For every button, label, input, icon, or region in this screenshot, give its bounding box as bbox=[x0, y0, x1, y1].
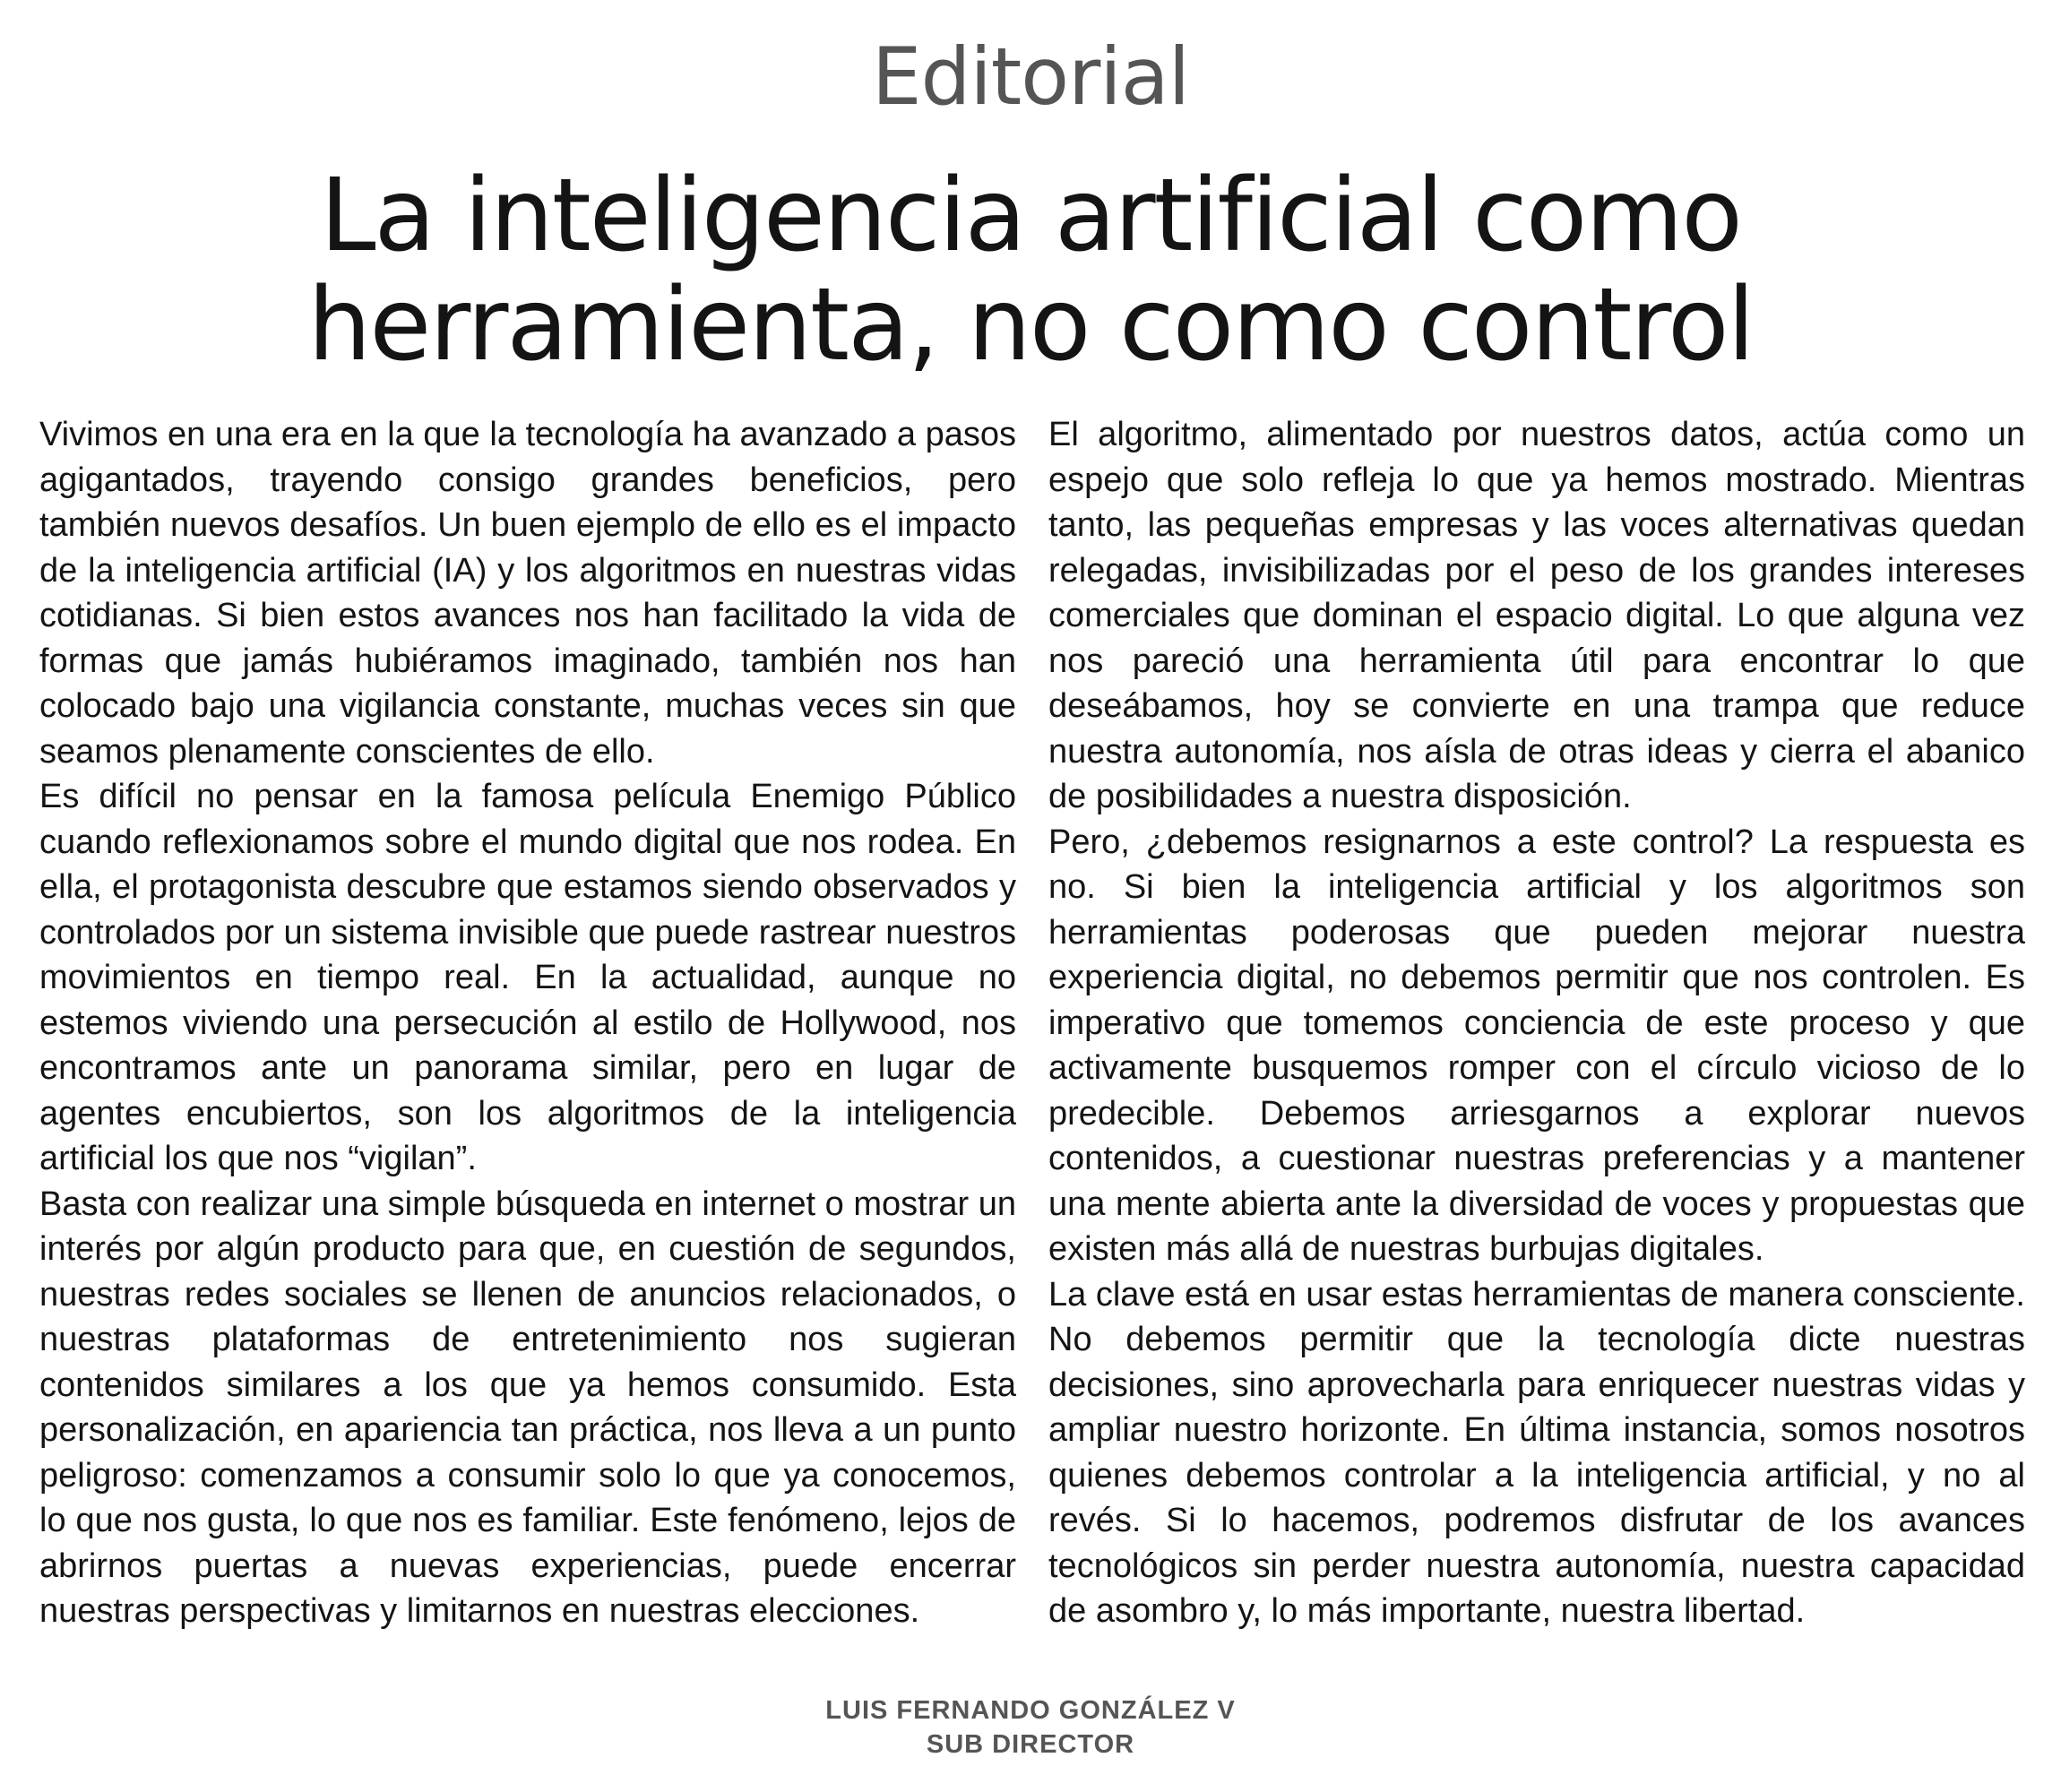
left-column bbox=[39, 412, 1016, 1634]
paragraph: Vivimos en una era en la que la tecnología ha avanzado a pasos agigantados, trayendo consigo grandes beneficios, pero también nuevos desafíos. Un buen ejemplo de ello es el impacto de la inteligencia artificial (IA) y los algoritmos en nuestras vidas cotidianas. Si bien estos avances nos han facilitado la vida de formas que jamás hubiéramos imaginado, también nos han colocado bajo una vigilancia constante, muchas veces sin que seamos plenamente conscientes de ello. bbox=[39, 416, 1016, 771]
section-label: Editorial bbox=[871, 30, 1190, 123]
paragraph: La clave está en usar estas herramientas de manera consciente. No debemos permitir que la tecnología dicte nuestras decisiones, sino aprovecharla para enriquecer nuestras vidas y ampliar nuestro horizonte. En última instancia, somos nosotros quienes debemos controlar a la inteligencia artificial, y no al revés. Si lo hacemos, podremos disfrutar de los avances tecnológicos sin perder nuestra autonomía, nuestra capacidad de asombro y, lo más importante, nuestra libertad. bbox=[1048, 1275, 2025, 1630]
right-column bbox=[1048, 412, 2025, 1634]
article-headline: La inteligencia artificial como herramienta, no como control bbox=[307, 158, 1754, 383]
author-name: LUIS FERNANDO GONZÁLEZ V bbox=[825, 1696, 1236, 1725]
paragraph: El algoritmo, alimentado por nuestros datos, actúa como un espejo que solo refleja lo que ya hemos mostrado. Mientras tanto, las pequeñas empresas y las voces alternativas quedan relegadas, invisibilizadas por el peso de los grandes intereses comerciales que dominan el espacio digital. Lo que alguna vez nos pareció una herramienta útil para encontrar lo que deseábamos, hoy se convierte en una trampa que reduce nuestra autonomía, nos aísla de otras ideas y cierra el abanico de posibilidades a nuestra disposición. bbox=[1048, 416, 2025, 815]
article-body bbox=[39, 412, 2025, 1634]
paragraph: Basta con realizar una simple búsqueda en internet o mostrar un interés por algún producto para que, en cuestión de segundos, nuestras redes sociales se llenen de anuncios relacionados, o nuestras plataformas de entretenimiento nos sugieran contenidos similares a los que ya hemos consumido. Esta personalización, en apariencia tan práctica, nos lleva a un punto peligroso: comenzamos a consumir solo lo que ya conocemos, lo que nos gusta, lo que nos es familiar. Este fenómeno, lejos de abrirnos puertas a nuevas experiencias, puede encerrar nuestras perspectivas y limitarnos en nuestras elecciones. bbox=[39, 1185, 1016, 1630]
paragraph: Es difícil no pensar en la famosa película Enemigo Público cuando reflexionamos sobre el mundo digital que nos rodea. En ella, el protagonista descubre que estamos siendo observados y controlados por un sistema invisible que puede rastrear nuestros movimientos en tiempo real. En la actualidad, aunque no estemos viviendo una persecución al estilo de Hollywood, nos encontramos ante un panorama similar, pero en lugar de agentes encubiertos, son los algoritmos de la inteligencia artificial los que nos “vigilan”. bbox=[39, 778, 1016, 1177]
byline bbox=[0, 1693, 2061, 1762]
author-role: SUB DIRECTOR bbox=[926, 1730, 1135, 1759]
paragraph: Pero, ¿debemos resignarnos a este control? La respuesta es no. Si bien la inteligencia artificial y los algoritmos son herramientas poderosas que pueden mejorar nuestra experiencia digital, no debemos permitir que nos controlen. Es imperativo que tomemos conciencia de este proceso y que activamente busquemos romper con el círculo vicioso de lo predecible. Debemos arriesgarnos a explorar nuevos contenidos, a cuestionar nuestras preferencias y a mantener una mente abierta ante la diversidad de voces y propuestas que existen más allá de nuestras burbujas digitales. bbox=[1048, 823, 2025, 1268]
